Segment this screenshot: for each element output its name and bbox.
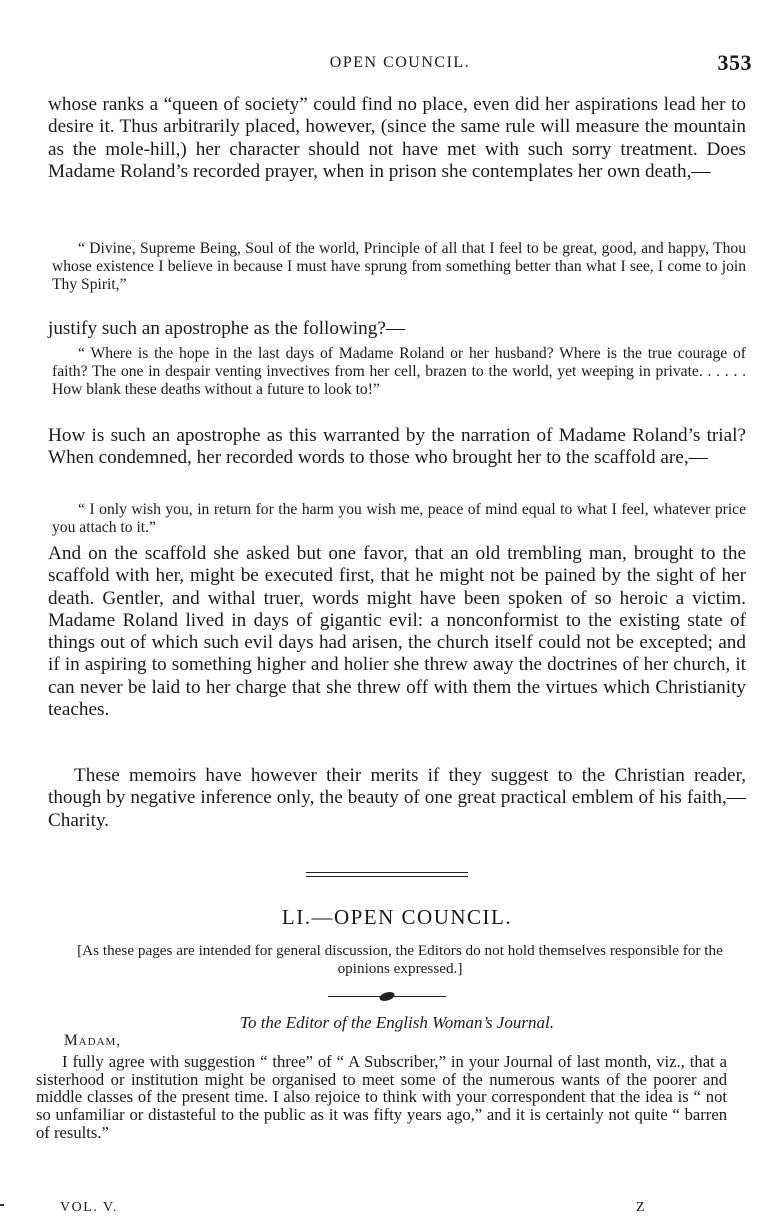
letter-heading: To the Editor of the English Woman’s Journal. (240, 1013, 554, 1032)
volume-mark: VOL. V. (60, 1200, 118, 1215)
margin-mark (0, 1204, 4, 1206)
ornament-divider (328, 992, 446, 1002)
signature-letter: Z (636, 1200, 645, 1215)
quote-apostrophe (52, 345, 746, 399)
quote-condemned-text: “ I only wish you, in return for the harm you wish me, peace of mind equal to what I feel, whatever price you attach to it.” (52, 501, 746, 536)
section-title: LI.—OPEN COUNCIL. (281, 905, 513, 929)
page-number: 353 (717, 50, 752, 75)
ornament-icon (377, 992, 396, 1001)
article-paragraph-5: These memoirs have however their merits if they suggest to the Christian reader, though by negative inference only, the beauty of one great practical emblem of his faith,—Charity. (48, 765, 746, 831)
quote-condemned (52, 501, 746, 537)
letter-body: I fully agree with suggestion “ three” of “ A Subscriber,” in your Journal of last month, viz., that a sisterhood or institution might be organised to meet some of the numerous wants of the poorer and middle classes of the present time. I also rejoice to think with your correspondent that the idea is “ not so unfamiliar or distasteful to the public as it was fifty years ago,” and it is certainly not quite “ barren of results.” (36, 1052, 727, 1142)
article-paragraph-3: How is such an apostrophe as this warranted by the narration of Madame Roland’s trial? When condemned, her recorded words to those who brought her to the scaffold are,— (48, 425, 746, 469)
letter-salutation: Madam, (64, 1032, 122, 1049)
quote-prayer-text: “ Divine, Supreme Being, Soul of the world, Principle of all that I feel to be great, good, and happy, Thou whose existence I believe in because I must have sprung from something better than what I see, I come to join Thy Spirit,” (52, 240, 746, 293)
running-head (48, 52, 752, 82)
article-paragraph-1: whose ranks a “queen of society” could find no place, even did her aspirations lead her to desire it. Thus arbitrarily placed, however, (since the same rule will measure the mountain as the mole-hill,) her character should not have met with such sorry treatment. Does Madame Roland’s recorded prayer, when in prison she contemplates her own death,— (48, 94, 746, 182)
running-title: OPEN COUNCIL. (329, 54, 471, 71)
editorial-note: [As these pages are intended for general discussion, the Editors do not hold themselves responsible for the opinions expressed.] (77, 942, 723, 977)
quote-prayer (52, 240, 746, 294)
article-paragraph-2: justify such an apostrophe as the following?— (48, 318, 406, 339)
quote-apostrophe-text: “ Where is the hope in the last days of Madame Roland or her husband? Where is the true courage of faith? The one in despair venting invectives from her cell, brazen to the world, yet weeping in private. . . . . . How blank these deaths without a future to look to!” (52, 345, 746, 398)
section-divider (306, 872, 468, 877)
article-paragraph-4: And on the scaffold she asked but one favor, that an old trembling man, brought to the scaffold with her, might be executed first, that he might not be pained by the sight of her death. Gentler, and withal truer, words might have been spoken of so heroic a victim. Madame Roland lived in days of gigantic evil: a nonconformist to the existing state of things out of which such evil days had arisen, the church itself could not be excepted; and if in aspiring to something higher and holier she threw away the doctrines of her church, it can never be laid to her charge that she threw off with them the virtues which Christianity teaches. (48, 543, 746, 721)
